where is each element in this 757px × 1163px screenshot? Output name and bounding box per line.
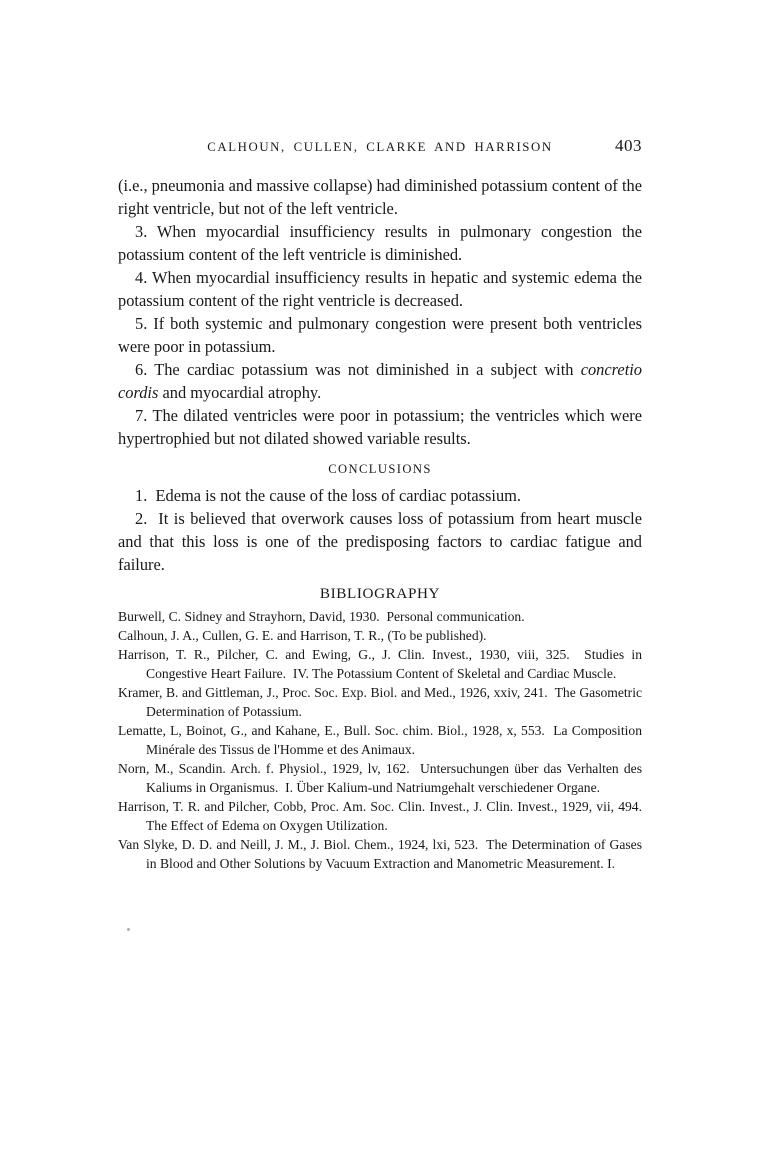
body-text bbox=[118, 174, 647, 450]
text-segment: and myocardial atrophy. bbox=[158, 383, 322, 402]
running-title: CALHOUN, CULLEN, CLARKE AND HARRISON bbox=[207, 140, 553, 154]
body-paragraph: 4. When myocardial insufficiency results in hepatic and systemic edema the potassium content of the right ventricle is decreased. bbox=[118, 268, 647, 310]
body-paragraph: 3. When myocardial insufficiency results in pulmonary congestion the potassium content of the left ventricle is diminished. bbox=[118, 222, 647, 264]
page-number: 403 bbox=[615, 136, 642, 155]
bibliography-entry: Harrison, T. R. and Pilcher, Cobb, Proc. Am. Soc. Clin. Invest., J. Clin. Invest., 1929, vii, 494. The Effect of Edema on Oxygen Utilization. bbox=[118, 799, 649, 833]
italic-term: concretio cordis bbox=[118, 360, 647, 402]
body-paragraph: 7. The dilated ventricles were poor in potassium; the ventricles which were hypertrophied but not dilated showed variable results. bbox=[118, 406, 647, 448]
text-block bbox=[118, 0, 649, 873]
conclusion-item: 2. It is believed that overwork causes loss of potassium from heart muscle and that this loss is one of the predisposing factors to cardiac fatigue and failure. bbox=[118, 509, 647, 574]
body-paragraph: (i.e., pneumonia and massive collapse) had diminished potassium content of the right ventricle, but not of the left ventricle. bbox=[118, 176, 647, 218]
bibliography-entry: Lematte, L, Boinot, G., and Kahane, E., Bull. Soc. chim. Biol., 1928, x, 553. La Composition Minérale des Tissus de l'Homme et des Animaux. bbox=[118, 723, 646, 757]
bibliography-entry: Kramer, B. and Gittleman, J., Proc. Soc. Exp. Biol. and Med., 1926, xxiv, 241. The Gasometric Determination of Potassium. bbox=[118, 685, 646, 719]
body-paragraph bbox=[118, 358, 647, 404]
bibliography-entry: Van Slyke, D. D. and Neill, J. M., J. Biol. Chem., 1924, lxi, 523. The Determination of Gases in Blood and Other Solutions by Vacuum Extraction and Manometric Measurement. I. bbox=[118, 837, 646, 871]
bibliography-section bbox=[118, 585, 649, 873]
conclusions-section bbox=[118, 461, 647, 576]
text-segment: 6. The cardiac potassium was not diminished in a subject with bbox=[135, 360, 581, 379]
bibliography-entry: Burwell, C. Sidney and Strayhorn, David, 1930. Personal communication. bbox=[118, 609, 525, 624]
bibliography-entry: Norn, M., Scandin. Arch. f. Physiol., 1929, lv, 162. Untersuchungen über das Verhalten des Kaliums in Organismus. I. Über Kalium-und Natriumgehalt verschiedener Organe. bbox=[118, 761, 646, 795]
bibliography-entry: Harrison, T. R., Pilcher, C. and Ewing, G., J. Clin. Invest., 1930, viii, 325. Studies in Congestive Heart Failure. IV. The Potassium Content of Skeletal and Cardiac Muscle. bbox=[118, 647, 646, 681]
bibliography-heading: BIBLIOGRAPHY bbox=[319, 585, 441, 602]
page-header bbox=[118, 136, 642, 155]
conclusions-heading: CONCLUSIONS bbox=[328, 462, 432, 476]
scan-artifact bbox=[127, 928, 130, 931]
body-paragraph: 5. If both systemic and pulmonary congestion were present both ventricles were poor in potassium. bbox=[118, 314, 647, 356]
conclusion-item: 1. Edema is not the cause of the loss of cardiac potassium. bbox=[135, 486, 521, 505]
bibliography-entry: Calhoun, J. A., Cullen, G. E. and Harrison, T. R., (To be published). bbox=[118, 628, 487, 643]
